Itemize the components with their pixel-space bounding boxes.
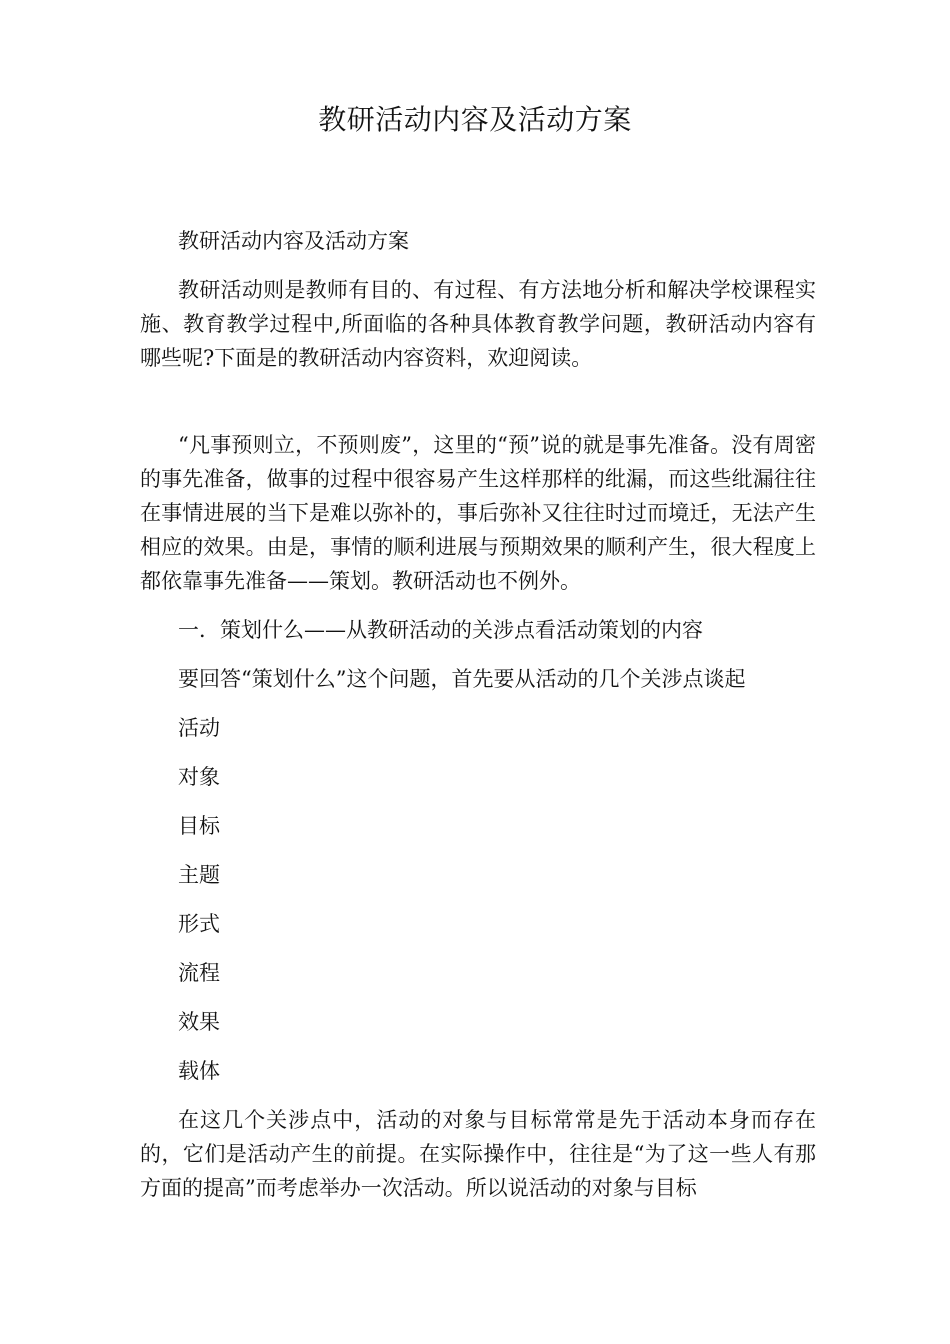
quote-paragraph: “凡事预则立，不预则废”，这里的“预”说的就是事先准备。没有周密的事先准备，做事的过程中很容易产生这样那样的纰漏，而这些纰漏往往在事情进展的当下是难以弥补的，事后弥补又往往时过而境迁，无法产生相应的效果。由是，事情的顺利进展与预期效果的顺利产生，很大程度上都依靠事先准备——策划。教研活动也不例外。	[140, 433, 816, 593]
list-item: 目标	[178, 814, 220, 838]
document-title: 教研活动内容及活动方案	[318, 103, 632, 136]
document-body	[140, 224, 816, 1205]
list-item: 流程	[178, 961, 220, 985]
section-heading: 一．策划什么——从教研活动的关涉点看活动策划的内容	[178, 618, 703, 642]
closing-paragraph: 在这几个关涉点中，活动的对象与目标常常是先于活动本身而存在的，它们是活动产生的前提。在实际操作中，往往是“为了这一些人有那方面的提高”而考虑举办一次活动。所以说活动的对象与目标	[140, 1108, 816, 1200]
list-item: 主题	[178, 863, 220, 887]
lead-paragraph: 要回答“策划什么”这个问题，首先要从活动的几个关涉点谈起	[178, 667, 746, 691]
list-item: 载体	[178, 1059, 220, 1083]
list-item: 形式	[178, 912, 220, 936]
body-heading: 教研活动内容及活动方案	[178, 229, 409, 253]
intro-paragraph: 教研活动则是教师有目的、有过程、有方法地分析和解决学校课程实施、教育教学过程中,所面临的各种具体教育教学问题，教研活动内容有哪些呢?下面是的教研活动内容资料，欢迎阅读。	[140, 278, 816, 370]
list-item: 效果	[178, 1010, 220, 1034]
list-item: 对象	[178, 765, 220, 789]
list-item: 活动	[178, 716, 220, 740]
